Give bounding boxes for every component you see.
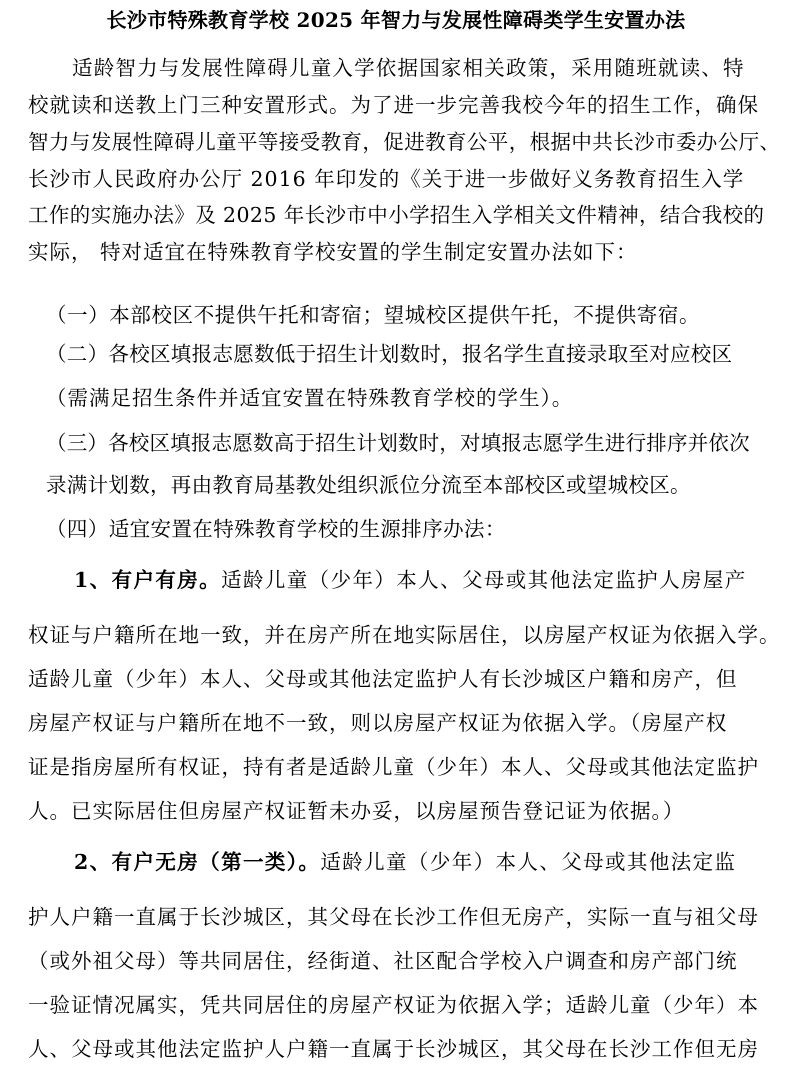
paragraph-line: 适龄智力与发展性障碍儿童入学依据国家相关政策，采用随班就读、特	[72, 56, 745, 80]
paragraph-line: 人。已实际居住但房屋产权证暂未办妥，以房屋预告登记证为依据。）	[28, 799, 685, 823]
paragraph-line: 护人户籍一直属于长沙城区，其父母在长沙工作但无房产，实际一直与祖父母	[28, 905, 759, 929]
paragraph-line: 适龄儿童（少年）本人、父母或其他法定监护人有长沙城区户籍和房产，但	[28, 667, 738, 691]
list-item: （四）适宜安置在特殊教育学校的生源排序办法：	[46, 517, 506, 541]
paragraph-line: 校就读和送教上门三种安置形式。为了进一步完善我校今年的招生工作，确保	[28, 93, 759, 117]
paragraph-line: 权证与户籍所在地一致，并在房产所在地实际居住，以房屋产权证为依据入学。	[28, 623, 781, 647]
item-1-text: 适龄儿童（少年）本人、父母或其他法定监护人房屋产	[221, 568, 747, 592]
list-item: （三）各校区填报志愿数高于招生计划数时，对填报志愿学生进行排序并依次	[46, 431, 750, 455]
list-item: 录满计划数，再由教育局基教处组织派位分流至本部校区或望城校区。	[46, 473, 691, 497]
paragraph-line: 工作的实施办法》及 2025 年长沙市中小学招生入学相关文件精神，结合我校的	[28, 203, 765, 227]
paragraph-line: 证是指房屋所有权证，持有者是适龄儿童（少年）本人、父母或其他法定监护	[28, 755, 759, 779]
paragraph-line: 实际， 特对适宜在特殊教育学校安置的学生制定安置办法如下：	[28, 240, 638, 264]
item-2-text: 适龄儿童（少年）本人、父母或其他法定监	[320, 850, 737, 874]
list-item: （二）各校区填报志愿数低于招生计划数时，报名学生直接录取至对应校区	[46, 342, 733, 366]
paragraph-line: （或外祖父母）等共同居住，经街道、社区配合学校入户调查和房产部门统	[28, 949, 738, 973]
section-item-1	[74, 565, 747, 595]
paragraph-line: 长沙市人民政府办公厅 2016 年印发的《关于进一步做好义务教育招生入学	[28, 167, 745, 191]
paragraph-line: 一验证情况属实，凭共同居住的房屋产权证为依据入学；适龄儿童（少年）本	[28, 993, 759, 1017]
section-item-2	[74, 847, 736, 877]
paragraph-line: 智力与发展性障碍儿童平等接受教育，促进教育公平，根据中共长沙市委办公厅、	[28, 130, 781, 154]
paragraph-line: 房屋产权证与户籍所在地不一致，则以房屋产权证为依据入学。（房屋产权	[28, 711, 728, 735]
item-2-heading: 2、有户无房（第一类）。	[74, 850, 321, 874]
item-1-heading: 1、有户有房。	[74, 568, 222, 592]
page-title: 长沙市特殊教育学校 2025 年智力与发展性障碍类学生安置办法	[106, 8, 686, 32]
paragraph-line: 人、父母或其他法定监护人户籍一直属于长沙城区，其父母在长沙工作但无房	[28, 1037, 759, 1061]
list-item: （一）本部校区不提供午托和寄宿；望城校区提供午托，不提供寄宿。	[46, 303, 701, 327]
list-item: （需满足招生条件并适宜安置在特殊教育学校的学生）。	[46, 386, 574, 410]
